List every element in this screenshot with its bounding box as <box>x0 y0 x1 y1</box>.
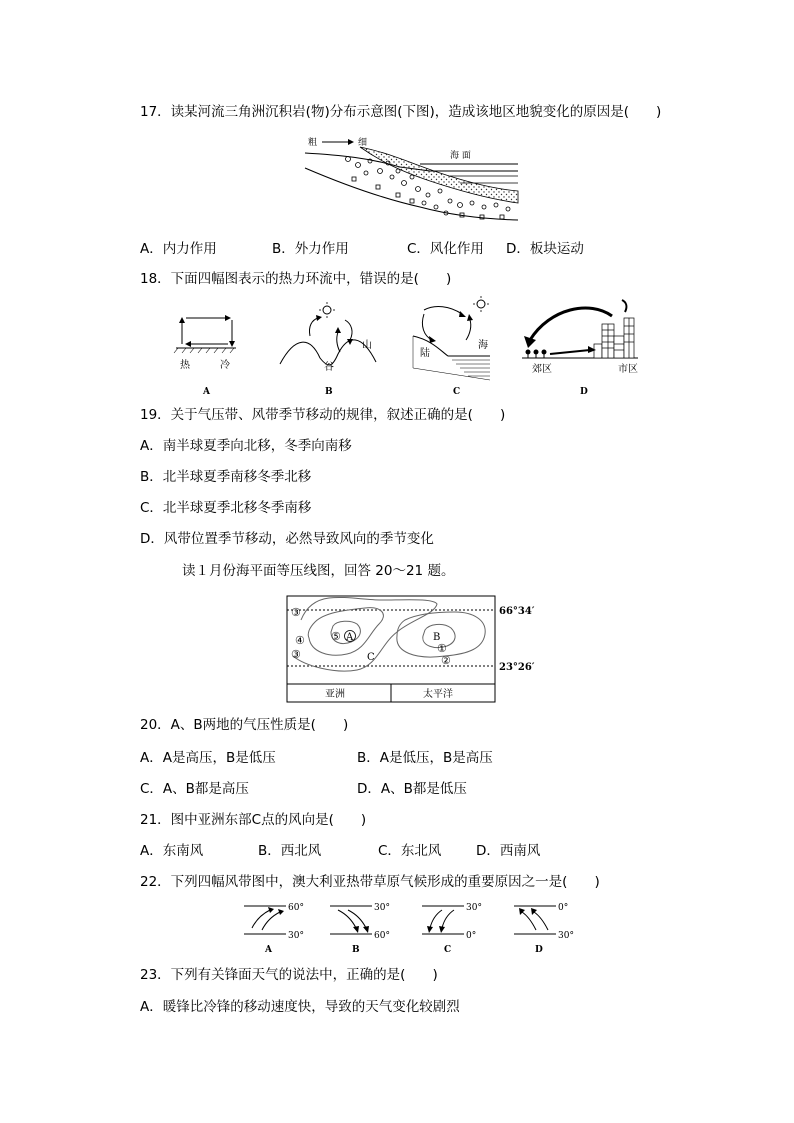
d-top-latitude: 0° <box>558 903 569 913</box>
b-valley-label: 谷 <box>324 362 334 373</box>
q21-option-d: D．西南风 <box>476 843 541 859</box>
sea-surface-label: 海 面 <box>450 151 471 161</box>
q21-option-c: C．东北风 <box>378 843 442 859</box>
q17-text: 17．读某河流三角洲沉积岩(物)分布示意图(下图)，造成该地区地貌变化的原因是( ) <box>140 104 662 120</box>
marker-2: ② <box>441 654 451 667</box>
b-top-latitude: 30° <box>374 903 390 913</box>
c-top-latitude: 30° <box>466 903 482 913</box>
c-label: C <box>453 387 461 396</box>
d-label: D <box>580 387 588 396</box>
delta-deposition-figure <box>300 133 522 223</box>
asia-label: 亚洲 <box>325 689 345 700</box>
a-hot-label: 热 <box>180 360 190 371</box>
c-label: C <box>444 945 452 955</box>
a-top-latitude: 60° <box>288 903 304 913</box>
wind-belt-figure <box>240 898 580 956</box>
c-bottom-latitude: 0° <box>466 931 477 941</box>
q20-option-d: D．A、B都是低压 <box>357 781 467 797</box>
q17-option-b: B．外力作用 <box>272 241 349 257</box>
point-c: C <box>367 652 375 663</box>
c-sea-label: 海 <box>478 340 488 351</box>
latitude-top: 66°34′ <box>499 606 535 617</box>
b-mountain-label: 山 <box>362 340 372 351</box>
c-land-label: 陆 <box>420 348 430 359</box>
q17-option-c: C．风化作用 <box>407 241 484 257</box>
q19-option-a: A．南半球夏季向北移，冬季向南移 <box>140 438 352 454</box>
b-label: B <box>325 387 333 396</box>
diagram-c <box>413 296 490 396</box>
latitude-bottom: 23°26′ <box>499 662 535 673</box>
q23-option-a: A．暖锋比冷锋的移动速度快，导致的天气变化较剧烈 <box>140 999 460 1015</box>
q18-text: 18．下面四幅图表示的热力环流中，错误的是( ) <box>140 271 452 287</box>
q20-option-b: B．A是低压，B是高压 <box>357 750 493 766</box>
q19-option-b: B．北半球夏季南移冬季北移 <box>140 469 312 485</box>
diagram-d <box>522 300 638 396</box>
thermal-circulation-figure <box>170 296 650 396</box>
q20-21-intro: 读１月份海平面等压线图，回答 20～21 题。 <box>182 563 455 579</box>
q20-option-c: C．A、B都是高压 <box>140 781 249 797</box>
d-label: D <box>535 945 543 955</box>
q21-option-b: B．西北风 <box>258 843 322 859</box>
q20-text: 20．A、B两地的气压性质是( ) <box>140 717 349 733</box>
q23-text: 23．下列有关锋面天气的说法中，正确的是( ) <box>140 967 438 983</box>
marker-3-top: ③ <box>291 606 301 619</box>
pacific-label: 太平洋 <box>423 689 453 700</box>
isobar-map <box>285 594 545 706</box>
marker-3-bottom: ③ <box>291 648 301 661</box>
d-city-label: 市区 <box>618 364 638 375</box>
diagram-b <box>280 302 376 396</box>
fine-label: 细 <box>358 138 368 148</box>
a-label: A <box>265 945 272 955</box>
a-cold-label: 冷 <box>220 360 230 371</box>
q19-option-d: D．风带位置季节移动，必然导致风向的季节变化 <box>140 531 434 547</box>
q17-option-a: A．内力作用 <box>140 241 217 257</box>
q19-option-c: C．北半球夏季北移冬季南移 <box>140 500 312 516</box>
marker-5: ⑤ <box>331 630 341 643</box>
diagram-a <box>174 315 236 396</box>
q20-option-a: A．A是高压，B是低压 <box>140 750 276 766</box>
q21-text: 21．图中亚洲东部C点的风向是( ) <box>140 812 367 828</box>
d-bottom-latitude: 30° <box>558 931 574 941</box>
b-label: B <box>352 945 360 955</box>
q17-option-d: D．板块运动 <box>506 241 584 257</box>
q22-text: 22．下列四幅风带图中，澳大利亚热带草原气候形成的重要原因之一是( ) <box>140 874 600 890</box>
point-a: A <box>346 632 354 643</box>
q21-option-a: A．东南风 <box>140 843 204 859</box>
q19-text: 19．关于气压带、风带季节移动的规律，叙述正确的是( ) <box>140 407 506 423</box>
a-bottom-latitude: 30° <box>288 931 304 941</box>
coarse-label: 粗 <box>308 138 318 148</box>
marker-4: ④ <box>295 634 305 647</box>
b-bottom-latitude: 60° <box>374 931 390 941</box>
marker-1: ① <box>437 642 447 655</box>
point-b: B <box>433 632 441 643</box>
d-suburb-label: 郊区 <box>532 364 552 375</box>
a-label: A <box>203 387 210 396</box>
